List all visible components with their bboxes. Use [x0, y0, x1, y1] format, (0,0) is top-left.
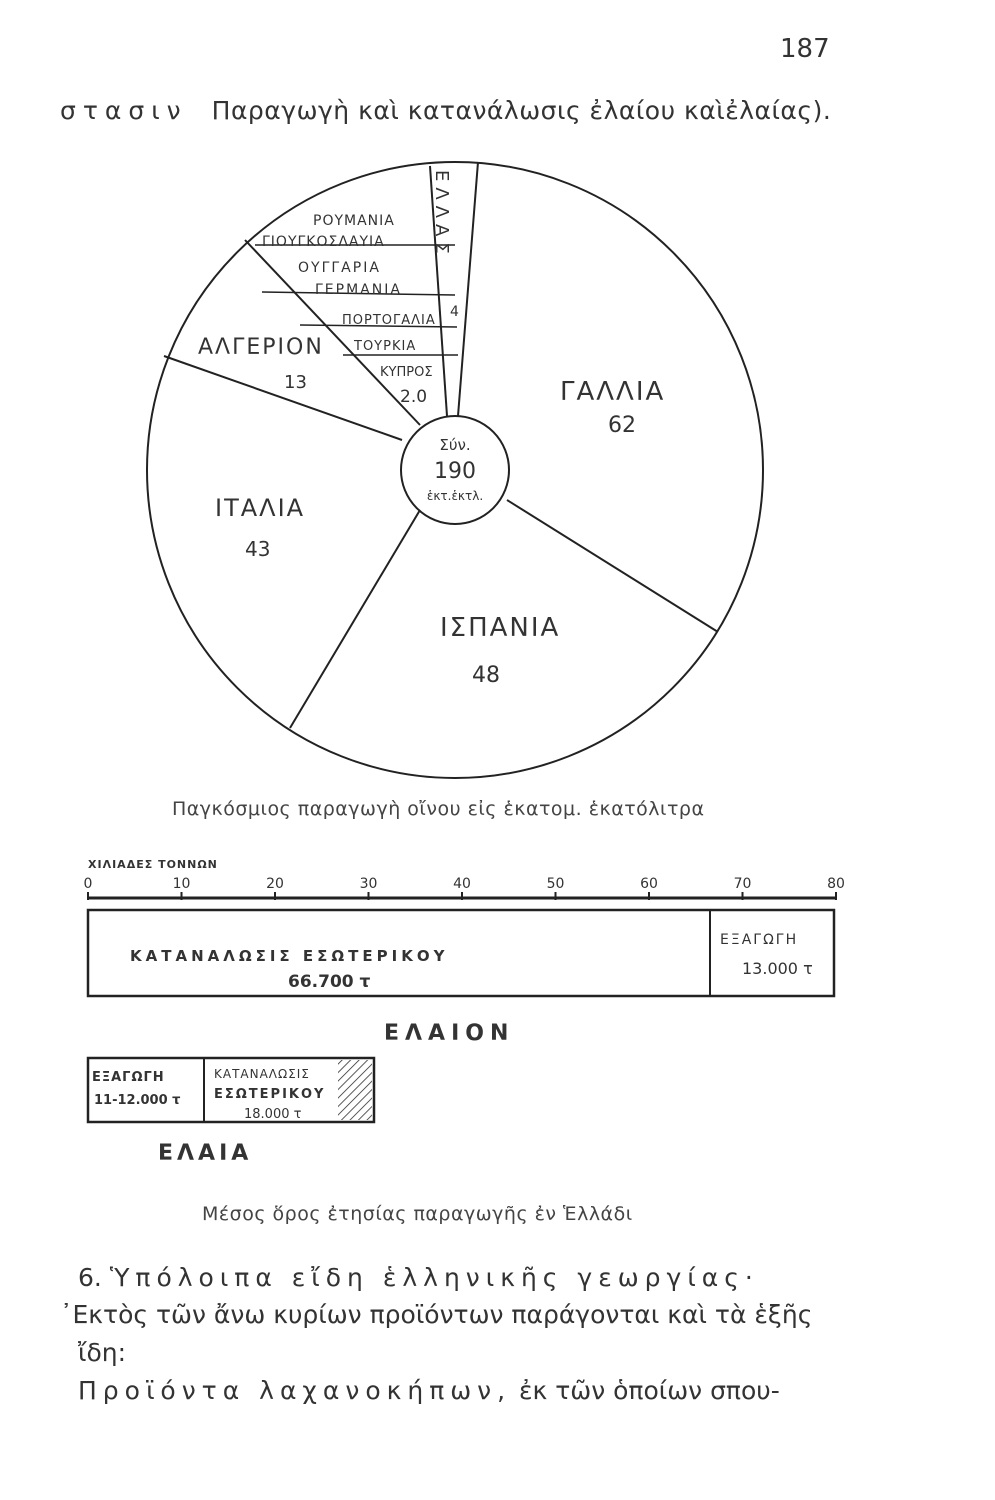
scale-tick-label: 50 [546, 876, 565, 892]
header-spaced-word: στασιν [60, 96, 188, 125]
page-number: 187 [780, 34, 830, 64]
pie-boundary-spain-italy [290, 510, 420, 728]
oil-consumption-label: ΚΑΤΑΝΑΛΩΣΙΣ ΕΣΩΤΕΡΙΚΟΥ [130, 947, 449, 965]
oil-export-label: ΕΞΑΓΩΓΗ [720, 932, 799, 948]
scale-label: ΧΙΛΙΑΔΕΣ ΤΟΝΝΩΝ [88, 858, 218, 871]
pie-value-france: 62 [608, 413, 636, 438]
pie-caption: Παγκόσμιος παραγωγὴ οἴνου εἰς ἑκατομ. ἑκατόλιτρα [172, 798, 705, 820]
section-number: 6. [78, 1263, 102, 1292]
section-title: Ὑπόλοιπα εἴδη ἑλληνικῆς γεωργίας· [109, 1263, 759, 1292]
scale-ticks [84, 876, 845, 900]
scale-tick-label: 0 [83, 876, 93, 892]
olive-consumption-label-2: ΕΣΩΤΕΡΙΚΟΥ [214, 1087, 326, 1102]
olive-title: ΕΛΑΙΑ [158, 1141, 253, 1166]
pie-label-romania: ΡΟΥΜΑΝΙΑ [313, 213, 395, 229]
pie-value-italy: 43 [245, 537, 271, 561]
pie-center-label-top: Σύν. [439, 436, 471, 454]
pie-value-algeria: 13 [284, 372, 307, 393]
pie-label-france: ΓΑΛΛΙΑ [560, 377, 666, 407]
olive-hatched-segment [338, 1060, 372, 1120]
header-title: Παραγωγὴ καὶ κατανάλωσις ἐλαίου καὶἐλαίας). [211, 96, 832, 125]
scale-tick-label: 30 [359, 876, 378, 892]
pie-label-greece: ΕΛΛΑΣ [431, 170, 452, 260]
pie-label-hungary: ΟΥΓΓΑΡΙΑ [298, 260, 381, 276]
scale-tick-label: 20 [266, 876, 284, 892]
body-line-4-spaced: Προϊόντα λαχανοκήπων, [78, 1376, 512, 1405]
pie-value-cyprus: 2.0 [400, 387, 428, 407]
pie-center-label-bottom: ἑκτ.ἑκτλ. [426, 489, 484, 503]
pie-label-cyprus: ΚΥΠΡΟΣ [380, 365, 433, 380]
pie-boundary-france-greece [458, 162, 478, 416]
oil-export-value: 13.000 τ [742, 959, 813, 978]
body-line-2: ᾿Εκτὸς τῶν ἄνω κυρίων προϊόντων παράγονται καὶ τὰ ἑξῆς [60, 1300, 813, 1329]
pie-label-italy: ΙΤΑΛΙΑ [215, 494, 306, 522]
pie-value-spain: 48 [472, 663, 500, 688]
scale-tick-label: 70 [733, 876, 752, 892]
oil-bar-chart [0, 850, 995, 1170]
olive-consumption-label-1: ΚΑΤΑΝΑΛΩΣΙΣ [214, 1067, 310, 1081]
scale-tick-label: 10 [172, 876, 191, 892]
scale-tick-label: 40 [453, 876, 471, 892]
olive-consumption-value: 18.000 τ [244, 1107, 302, 1122]
pie-label-yugoslavia: ΓΙΟΥΓΚΟΣΛΑΥΙΑ [262, 234, 385, 250]
pie-label-germany: ΓΕΡΜΑΝΙΑ [315, 282, 402, 298]
olive-export-label: ΕΞΑΓΩΓΗ [92, 1070, 165, 1085]
body-line-4-rest: ἐκ τῶν ὁποίων σπου- [519, 1376, 780, 1405]
pie-label-turkey: ΤΟΥΡΚΙΑ [354, 339, 417, 354]
olive-export-value: 11-12.000 τ [94, 1093, 181, 1108]
pie-label-portugal: ΠΟΡΤΟΓΑΛΙΑ [342, 313, 436, 328]
scale-tick-label: 80 [827, 876, 845, 892]
oil-consumption-value: 66.700 τ [288, 972, 371, 992]
pie-center-total: 190 [434, 459, 476, 484]
pie-label-algeria: ΑΛΓΕΡΙΟΝ [198, 335, 324, 360]
oil-title: ΕΛΑΙΟΝ [384, 1021, 515, 1046]
pie-label-spain: ΙΣΠΑΝΙΑ [440, 613, 561, 643]
body-line-3: ἴδη: [78, 1338, 127, 1367]
pie-value-greece: 4 [450, 304, 459, 320]
scale-tick-label: 60 [640, 876, 658, 892]
bar-caption: Μέσος ὅρος ἐτησίας παραγωγῆς ἐν Ἑλλάδι [202, 1203, 633, 1225]
body-line-4 [78, 1376, 780, 1405]
section-heading [78, 1263, 759, 1292]
